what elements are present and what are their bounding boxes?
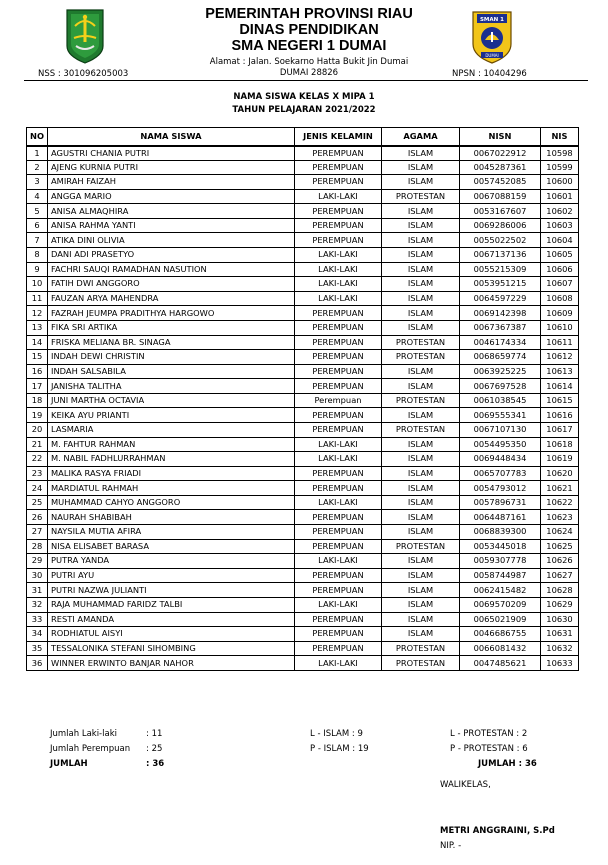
nisn: 0059307778	[460, 554, 541, 569]
document-title: NAMA SISWA KELAS X MIPA 1	[233, 92, 375, 102]
table-row	[27, 146, 579, 161]
gender: LAKI-LAKI	[295, 189, 382, 204]
table-row	[27, 597, 579, 612]
student-name: JUNI MARTHA OCTAVIA	[48, 393, 295, 408]
row-number: 18	[27, 393, 48, 408]
row-number: 5	[27, 204, 48, 219]
row-number: 23	[27, 466, 48, 481]
nisn: 0055215309	[460, 262, 541, 277]
nis: 10617	[541, 422, 579, 437]
student-name: DANI ADI PRASETYO	[48, 248, 295, 263]
religion: PROTESTAN	[382, 189, 460, 204]
row-number: 28	[27, 539, 48, 554]
nis: 10600	[541, 175, 579, 190]
letterhead-government: PEMERINTAH PROVINSI RIAU	[205, 6, 413, 22]
male-count-label: Jumlah Laki-laki	[50, 729, 117, 739]
nis: 10632	[541, 641, 579, 656]
table-row	[27, 291, 579, 306]
student-name: ANISA ALMAQHIRA	[48, 204, 295, 219]
header-nis: NIS	[541, 128, 579, 146]
gender: PEREMPUAN	[295, 627, 382, 642]
table-row	[27, 393, 579, 408]
nis: 10608	[541, 291, 579, 306]
row-number: 19	[27, 408, 48, 423]
nis: 10625	[541, 539, 579, 554]
nis: 10609	[541, 306, 579, 321]
table-row	[27, 335, 579, 350]
nisn: 0067088159	[460, 189, 541, 204]
nisn: 0069555341	[460, 408, 541, 423]
total-right: JUMLAH : 36	[478, 759, 537, 769]
student-name: MARDIATUL RAHMAH	[48, 481, 295, 496]
table-row	[27, 189, 579, 204]
nis: 10616	[541, 408, 579, 423]
nisn: 0057452085	[460, 175, 541, 190]
table-row	[27, 495, 579, 510]
religion: ISLAM	[382, 597, 460, 612]
nis: 10630	[541, 612, 579, 627]
student-name: FACHRI SAUQI RAMADHAN NASUTION	[48, 262, 295, 277]
nis: 10604	[541, 233, 579, 248]
gender: PEREMPUAN	[295, 539, 382, 554]
student-name: ANGGA MARIO	[48, 189, 295, 204]
table-row	[27, 539, 579, 554]
gender: PEREMPUAN	[295, 583, 382, 598]
nis: 10623	[541, 510, 579, 525]
gender: PEREMPUAN	[295, 525, 382, 540]
table-row	[27, 218, 579, 233]
religion: PROTESTAN	[382, 641, 460, 656]
gender: LAKI-LAKI	[295, 262, 382, 277]
student-name: PUTRA YANDA	[48, 554, 295, 569]
nis: 10611	[541, 335, 579, 350]
gender: LAKI-LAKI	[295, 248, 382, 263]
nisn: 0069286006	[460, 218, 541, 233]
gender: PEREMPUAN	[295, 350, 382, 365]
student-name: FAUZAN ARYA MAHENDRA	[48, 291, 295, 306]
letterhead	[150, 6, 468, 79]
table-row	[27, 510, 579, 525]
religion: ISLAM	[382, 437, 460, 452]
riau-province-logo	[64, 8, 106, 64]
table-header-row	[27, 128, 579, 146]
religion: ISLAM	[382, 627, 460, 642]
table-row	[27, 437, 579, 452]
nisn: 0063925225	[460, 364, 541, 379]
nis: 10614	[541, 379, 579, 394]
row-number: 10	[27, 277, 48, 292]
nss-number: NSS : 301096205003	[38, 69, 129, 79]
table-row	[27, 379, 579, 394]
header-nisn: NISN	[460, 128, 541, 146]
row-number: 17	[27, 379, 48, 394]
nis: 10601	[541, 189, 579, 204]
header-name: NAMA SISWA	[48, 128, 295, 146]
gender: PEREMPUAN	[295, 146, 382, 161]
male-count-value: : 11	[146, 729, 163, 739]
nisn: 0068659774	[460, 350, 541, 365]
row-number: 15	[27, 350, 48, 365]
student-name: TESSALONIKA STEFANI SIHOMBING	[48, 641, 295, 656]
nisn: 0064487161	[460, 510, 541, 525]
gender: PEREMPUAN	[295, 306, 382, 321]
gender: PEREMPUAN	[295, 233, 382, 248]
male-islam-count: L - ISLAM : 9	[310, 729, 363, 739]
header-religion: AGAMA	[382, 128, 460, 146]
nis: 10622	[541, 495, 579, 510]
gender: PEREMPUAN	[295, 408, 382, 423]
row-number: 36	[27, 656, 48, 671]
table-row	[27, 175, 579, 190]
religion: PROTESTAN	[382, 350, 460, 365]
row-number: 11	[27, 291, 48, 306]
nisn: 0053167607	[460, 204, 541, 219]
religion: ISLAM	[382, 160, 460, 175]
religion: ISLAM	[382, 306, 460, 321]
religion: ISLAM	[382, 612, 460, 627]
gender: PEREMPUAN	[295, 160, 382, 175]
row-number: 9	[27, 262, 48, 277]
nisn: 0047485621	[460, 656, 541, 671]
nisn: 0068839300	[460, 525, 541, 540]
table-row	[27, 583, 579, 598]
row-number: 12	[27, 306, 48, 321]
row-number: 34	[27, 627, 48, 642]
row-number: 1	[27, 146, 48, 161]
nisn: 0046686755	[460, 627, 541, 642]
female-count-value: : 25	[146, 744, 163, 754]
table-row	[27, 568, 579, 583]
nisn: 0062415482	[460, 583, 541, 598]
nisn: 0045287361	[460, 160, 541, 175]
nisn: 0054793012	[460, 481, 541, 496]
nis: 10607	[541, 277, 579, 292]
nisn: 0069448434	[460, 452, 541, 467]
row-number: 2	[27, 160, 48, 175]
student-name: AMIRAH FAIZAH	[48, 175, 295, 190]
gender: LAKI-LAKI	[295, 495, 382, 510]
religion: ISLAM	[382, 568, 460, 583]
nisn: 0067367387	[460, 320, 541, 335]
header-no: NO	[27, 128, 48, 146]
student-table-body	[27, 146, 579, 671]
nisn: 0067022912	[460, 146, 541, 161]
document-subtitle: TAHUN PELAJARAN 2021/2022	[232, 105, 376, 115]
student-name: AGUSTRI CHANIA PUTRI	[48, 146, 295, 161]
total-value: : 36	[146, 759, 165, 769]
table-row	[27, 204, 579, 219]
row-number: 4	[27, 189, 48, 204]
svg-text:DUMAI: DUMAI	[485, 53, 499, 58]
nis: 10613	[541, 364, 579, 379]
student-name: KEIKA AYU PRIANTI	[48, 408, 295, 423]
nis: 10631	[541, 627, 579, 642]
religion: ISLAM	[382, 466, 460, 481]
table-row	[27, 452, 579, 467]
religion: ISLAM	[382, 277, 460, 292]
npsn-number: NPSN : 10404296	[452, 69, 527, 79]
religion: ISLAM	[382, 146, 460, 161]
nis: 10633	[541, 656, 579, 671]
table-row	[27, 656, 579, 671]
nisn: 0069142398	[460, 306, 541, 321]
religion: ISLAM	[382, 583, 460, 598]
homeroom-nip: NIP. -	[440, 841, 462, 851]
row-number: 27	[27, 525, 48, 540]
total-label: JUMLAH	[50, 759, 88, 769]
row-number: 3	[27, 175, 48, 190]
religion: ISLAM	[382, 408, 460, 423]
row-number: 24	[27, 481, 48, 496]
row-number: 20	[27, 422, 48, 437]
nis: 10618	[541, 437, 579, 452]
table-row	[27, 306, 579, 321]
student-name: M. NABIL FADHLURRAHMAN	[48, 452, 295, 467]
nisn: 0058744987	[460, 568, 541, 583]
nis: 10610	[541, 320, 579, 335]
student-name: MUHAMMAD CAHYO ANGGORO	[48, 495, 295, 510]
row-number: 13	[27, 320, 48, 335]
student-name: NAYSILA MUTIA AFIRA	[48, 525, 295, 540]
table-row	[27, 262, 579, 277]
row-number: 29	[27, 554, 48, 569]
table-row	[27, 422, 579, 437]
student-name: LASMARIA	[48, 422, 295, 437]
religion: PROTESTAN	[382, 422, 460, 437]
nisn: 0057896731	[460, 495, 541, 510]
gender: LAKI-LAKI	[295, 291, 382, 306]
table-row	[27, 525, 579, 540]
nis: 10628	[541, 583, 579, 598]
gender: PEREMPUAN	[295, 320, 382, 335]
row-number: 35	[27, 641, 48, 656]
row-number: 8	[27, 248, 48, 263]
row-number: 14	[27, 335, 48, 350]
gender: LAKI-LAKI	[295, 277, 382, 292]
table-row	[27, 466, 579, 481]
nisn: 0064597229	[460, 291, 541, 306]
homeroom-role: WALIKELAS,	[440, 780, 491, 790]
row-number: 32	[27, 597, 48, 612]
female-islam-count: P - ISLAM : 19	[310, 744, 369, 754]
religion: ISLAM	[382, 218, 460, 233]
nis: 10619	[541, 452, 579, 467]
nisn: 0067137136	[460, 248, 541, 263]
nis: 10599	[541, 160, 579, 175]
nisn: 0065021909	[460, 612, 541, 627]
nisn: 0054495350	[460, 437, 541, 452]
row-number: 25	[27, 495, 48, 510]
row-number: 31	[27, 583, 48, 598]
gender: PEREMPUAN	[295, 364, 382, 379]
religion: ISLAM	[382, 364, 460, 379]
nisn: 0069570209	[460, 597, 541, 612]
table-row	[27, 364, 579, 379]
religion: PROTESTAN	[382, 335, 460, 350]
student-name: FIKA SRI ARTIKA	[48, 320, 295, 335]
religion: ISLAM	[382, 204, 460, 219]
religion: ISLAM	[382, 233, 460, 248]
table-row	[27, 277, 579, 292]
religion: ISLAM	[382, 379, 460, 394]
gender: Perempuan	[295, 393, 382, 408]
table-row	[27, 627, 579, 642]
female-count-label: Jumlah Perempuan	[50, 744, 131, 754]
nisn: 0065707783	[460, 466, 541, 481]
row-number: 33	[27, 612, 48, 627]
nis: 10621	[541, 481, 579, 496]
table-row	[27, 612, 579, 627]
row-number: 7	[27, 233, 48, 248]
homeroom-teacher-name: METRI ANGGRAINI, S.Pd	[440, 826, 555, 836]
religion: ISLAM	[382, 262, 460, 277]
nisn: 0053951215	[460, 277, 541, 292]
gender: PEREMPUAN	[295, 466, 382, 481]
row-number: 21	[27, 437, 48, 452]
student-name: M. FAHTUR RAHMAN	[48, 437, 295, 452]
student-name: PUTRI NAZWA JULIANTI	[48, 583, 295, 598]
nisn: 0046174334	[460, 335, 541, 350]
religion: ISLAM	[382, 248, 460, 263]
religion: ISLAM	[382, 291, 460, 306]
student-name: ATIKA DINI OLIVIA	[48, 233, 295, 248]
table-row	[27, 320, 579, 335]
student-name: MALIKA RASYA FRIADI	[48, 466, 295, 481]
gender: PEREMPUAN	[295, 568, 382, 583]
student-name: FRISKA MELIANA BR. SINAGA	[48, 335, 295, 350]
gender: PEREMPUAN	[295, 335, 382, 350]
gender: PEREMPUAN	[295, 481, 382, 496]
row-number: 6	[27, 218, 48, 233]
table-row	[27, 641, 579, 656]
student-name: FATIH DWI ANGGORO	[48, 277, 295, 292]
religion: ISLAM	[382, 320, 460, 335]
row-number: 30	[27, 568, 48, 583]
nis: 10603	[541, 218, 579, 233]
svg-text:SMAN 1: SMAN 1	[479, 17, 505, 23]
gender: PEREMPUAN	[295, 218, 382, 233]
header-gender: JENIS KELAMIN	[295, 128, 382, 146]
religion: ISLAM	[382, 554, 460, 569]
nis: 10627	[541, 568, 579, 583]
letterhead-divider	[24, 80, 588, 81]
student-name: RODHIATUL AISYI	[48, 627, 295, 642]
table-row	[27, 408, 579, 423]
table-row	[27, 233, 579, 248]
religion: PROTESTAN	[382, 539, 460, 554]
female-protestant-count: P - PROTESTAN : 6	[450, 744, 528, 754]
religion: ISLAM	[382, 510, 460, 525]
gender: LAKI-LAKI	[295, 554, 382, 569]
gender: PEREMPUAN	[295, 204, 382, 219]
nis: 10624	[541, 525, 579, 540]
gender: PEREMPUAN	[295, 422, 382, 437]
table-row	[27, 160, 579, 175]
religion: ISLAM	[382, 452, 460, 467]
nisn: 0067107130	[460, 422, 541, 437]
nis: 10612	[541, 350, 579, 365]
religion: ISLAM	[382, 525, 460, 540]
student-name: ANISA RAHMA YANTI	[48, 218, 295, 233]
student-name: INDAH DEWI CHRISTIN	[48, 350, 295, 365]
gender: PEREMPUAN	[295, 612, 382, 627]
religion: PROTESTAN	[382, 656, 460, 671]
letterhead-school: SMA NEGERI 1 DUMAI	[231, 38, 387, 54]
nisn: 0061038545	[460, 393, 541, 408]
student-name: RAJA MUHAMMAD FARIDZ TALBI	[48, 597, 295, 612]
religion: ISLAM	[382, 495, 460, 510]
nis: 10602	[541, 204, 579, 219]
religion: ISLAM	[382, 175, 460, 190]
nis: 10605	[541, 248, 579, 263]
student-table	[26, 127, 579, 671]
student-name: JANISHA TALITHA	[48, 379, 295, 394]
table-row	[27, 554, 579, 569]
gender: PEREMPUAN	[295, 379, 382, 394]
gender: PEREMPUAN	[295, 641, 382, 656]
nis: 10598	[541, 146, 579, 161]
row-number: 26	[27, 510, 48, 525]
student-name: INDAH SALSABILA	[48, 364, 295, 379]
nis: 10615	[541, 393, 579, 408]
letterhead-address: Alamat : Jalan. Soekarno Hatta Bukit Jin Dumai	[209, 57, 409, 67]
religion: ISLAM	[382, 481, 460, 496]
student-name: WINNER ERWINTO BANJAR NAHOR	[48, 656, 295, 671]
row-number: 16	[27, 364, 48, 379]
gender: LAKI-LAKI	[295, 437, 382, 452]
student-name: NAURAH SHABIBAH	[48, 510, 295, 525]
student-name: NISA ELISABET BARASA	[48, 539, 295, 554]
gender: LAKI-LAKI	[295, 452, 382, 467]
gender: PEREMPUAN	[295, 175, 382, 190]
nisn: 0055022502	[460, 233, 541, 248]
student-name: RESTI AMANDA	[48, 612, 295, 627]
table-row	[27, 350, 579, 365]
nisn: 0053445018	[460, 539, 541, 554]
sman1-dumai-logo	[469, 10, 515, 64]
gender: PEREMPUAN	[295, 510, 382, 525]
student-name: AJENG KURNIA PUTRI	[48, 160, 295, 175]
nis: 10620	[541, 466, 579, 481]
letterhead-department: DINAS PENDIDIKAN	[239, 22, 379, 38]
nisn: 0067697528	[460, 379, 541, 394]
nisn: 0066081432	[460, 641, 541, 656]
nis: 10629	[541, 597, 579, 612]
student-name: PUTRI AYU	[48, 568, 295, 583]
nis: 10626	[541, 554, 579, 569]
male-protestant-count: L - PROTESTAN : 2	[450, 729, 528, 739]
letterhead-city: DUMAI 28826	[279, 68, 339, 78]
table-row	[27, 248, 579, 263]
student-name: FAZRAH JEUMPA PRADITHYA HARGOWO	[48, 306, 295, 321]
table-row	[27, 481, 579, 496]
religion: PROTESTAN	[382, 393, 460, 408]
gender: LAKI-LAKI	[295, 656, 382, 671]
gender: LAKI-LAKI	[295, 597, 382, 612]
nis: 10606	[541, 262, 579, 277]
row-number: 22	[27, 452, 48, 467]
